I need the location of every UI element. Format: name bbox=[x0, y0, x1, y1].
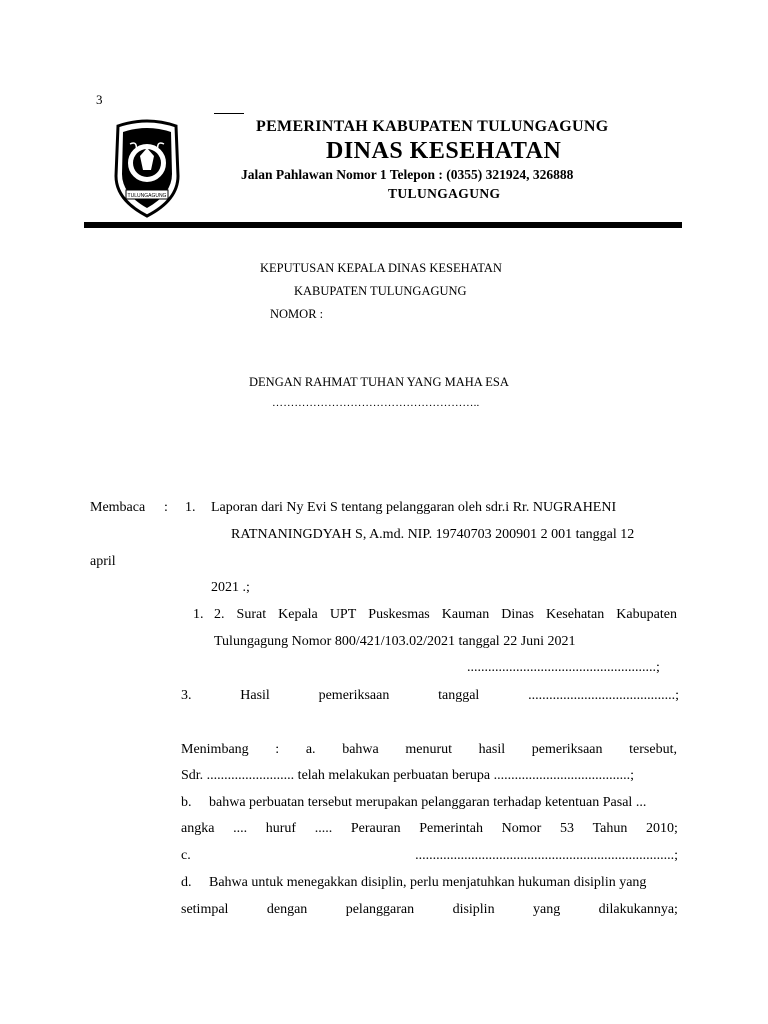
word: Tahun bbox=[592, 821, 628, 836]
regency-emblem-icon bbox=[108, 118, 186, 218]
government-name: PEMERINTAH KABUPATEN TULUNGAGUNG bbox=[256, 118, 609, 135]
word: c. bbox=[181, 848, 191, 863]
word: bahwa bbox=[342, 742, 379, 757]
item2-continuation: Tulungagung Nomor 800/421/103.02/2021 tanggal 22 Juni 2021 bbox=[214, 634, 576, 649]
item1-year: 2021 .; bbox=[211, 580, 250, 595]
item1-continuation: RATNANINGDYAH S, A.md. NIP. 19740703 200901 2 001 tanggal 12 bbox=[231, 527, 635, 542]
item1-number: 1. bbox=[185, 500, 196, 515]
word: ..... bbox=[314, 821, 333, 836]
word: 2010; bbox=[646, 821, 678, 836]
word: dengan bbox=[266, 902, 308, 917]
word: ..........................................; bbox=[528, 688, 679, 703]
word: huruf bbox=[265, 821, 297, 836]
word: hasil bbox=[478, 742, 506, 757]
menimbang-label: Menimbang bbox=[181, 742, 249, 757]
header-top-line bbox=[214, 113, 244, 114]
word: pelanggaran bbox=[345, 902, 415, 917]
word: pemeriksaan bbox=[531, 742, 603, 757]
word: Perauran bbox=[350, 821, 401, 836]
word: UPT bbox=[329, 607, 357, 622]
word: Surat bbox=[236, 607, 267, 622]
menimbang-a-line bbox=[181, 742, 677, 758]
word: Puskesmas bbox=[368, 607, 430, 622]
item1-text: Laporan dari Ny Evi S tentang pelanggaran oleh sdr.i Rr. NUGRAHENI bbox=[211, 500, 617, 515]
emblem-caption: TULUNGAGUNG bbox=[127, 193, 167, 199]
menimbang-b-continuation bbox=[181, 821, 678, 837]
word: disiplin bbox=[452, 902, 495, 917]
item1-april: april bbox=[90, 554, 116, 569]
word: Pemerintah bbox=[419, 821, 483, 836]
item3-line bbox=[181, 688, 679, 704]
address-line: Jalan Pahlawan Nomor 1 Telepon : (0355) 321924, 326888 bbox=[241, 167, 574, 182]
word: 53 bbox=[559, 821, 574, 836]
department-name: DINAS KESEHATAN bbox=[326, 138, 562, 164]
menimbang-c-line bbox=[181, 848, 678, 864]
word: tanggal bbox=[438, 688, 480, 703]
item2-number: 1. bbox=[193, 607, 204, 622]
word: menurut bbox=[405, 742, 453, 757]
word: 2. bbox=[214, 607, 225, 622]
word: angka bbox=[181, 821, 215, 836]
word: : bbox=[275, 742, 280, 757]
word: setimpal bbox=[181, 902, 229, 917]
item2-line bbox=[214, 607, 677, 623]
word: Kesehatan bbox=[545, 607, 605, 622]
membaca-colon: : bbox=[164, 500, 168, 515]
letterhead-rule bbox=[84, 222, 682, 228]
word: 3. bbox=[181, 688, 192, 703]
item2-dots: ......................................................; bbox=[467, 660, 660, 675]
invocation: DENGAN RAHMAT TUHAN YANG MAHA ESA bbox=[249, 375, 509, 389]
word: Dinas bbox=[501, 607, 534, 622]
menimbang-b-line: b. bahwa perbuatan tersebut merupakan pelanggaran terhadap ketentuan Pasal ... bbox=[181, 795, 647, 810]
word: tersebut, bbox=[629, 742, 677, 757]
word: ..........................................................................; bbox=[415, 848, 678, 863]
word: Nomor bbox=[501, 821, 542, 836]
menimbang-d-line: d. Bahwa untuk menegakkan disiplin, perlu menjatuhkan hukuman disiplin yang bbox=[181, 875, 647, 890]
decree-regency: KABUPATEN TULUNGAGUNG bbox=[294, 284, 467, 298]
decree-title: KEPUTUSAN KEPALA DINAS KESEHATAN bbox=[260, 261, 502, 275]
membaca-label: Membaca bbox=[90, 500, 146, 515]
word: yang bbox=[533, 902, 561, 917]
word: Hasil bbox=[240, 688, 270, 703]
invocation-dots: ……………………………………………….. bbox=[272, 397, 480, 409]
word: pemeriksaan bbox=[318, 688, 390, 703]
word: .... bbox=[233, 821, 248, 836]
word: dilakukannya; bbox=[598, 902, 678, 917]
word: a. bbox=[305, 742, 316, 757]
city-line: TULUNGAGUNG bbox=[388, 186, 501, 201]
word: Kabupaten bbox=[616, 607, 677, 622]
decree-number: NOMOR : bbox=[270, 307, 324, 321]
word: Kepala bbox=[278, 607, 318, 622]
menimbang-a-continuation: Sdr. ......................... telah melakukan perbuatan berupa .......................................; bbox=[181, 768, 634, 783]
page-number: 3 bbox=[96, 92, 103, 107]
word: Kauman bbox=[441, 607, 490, 622]
menimbang-d-continuation bbox=[181, 902, 678, 918]
